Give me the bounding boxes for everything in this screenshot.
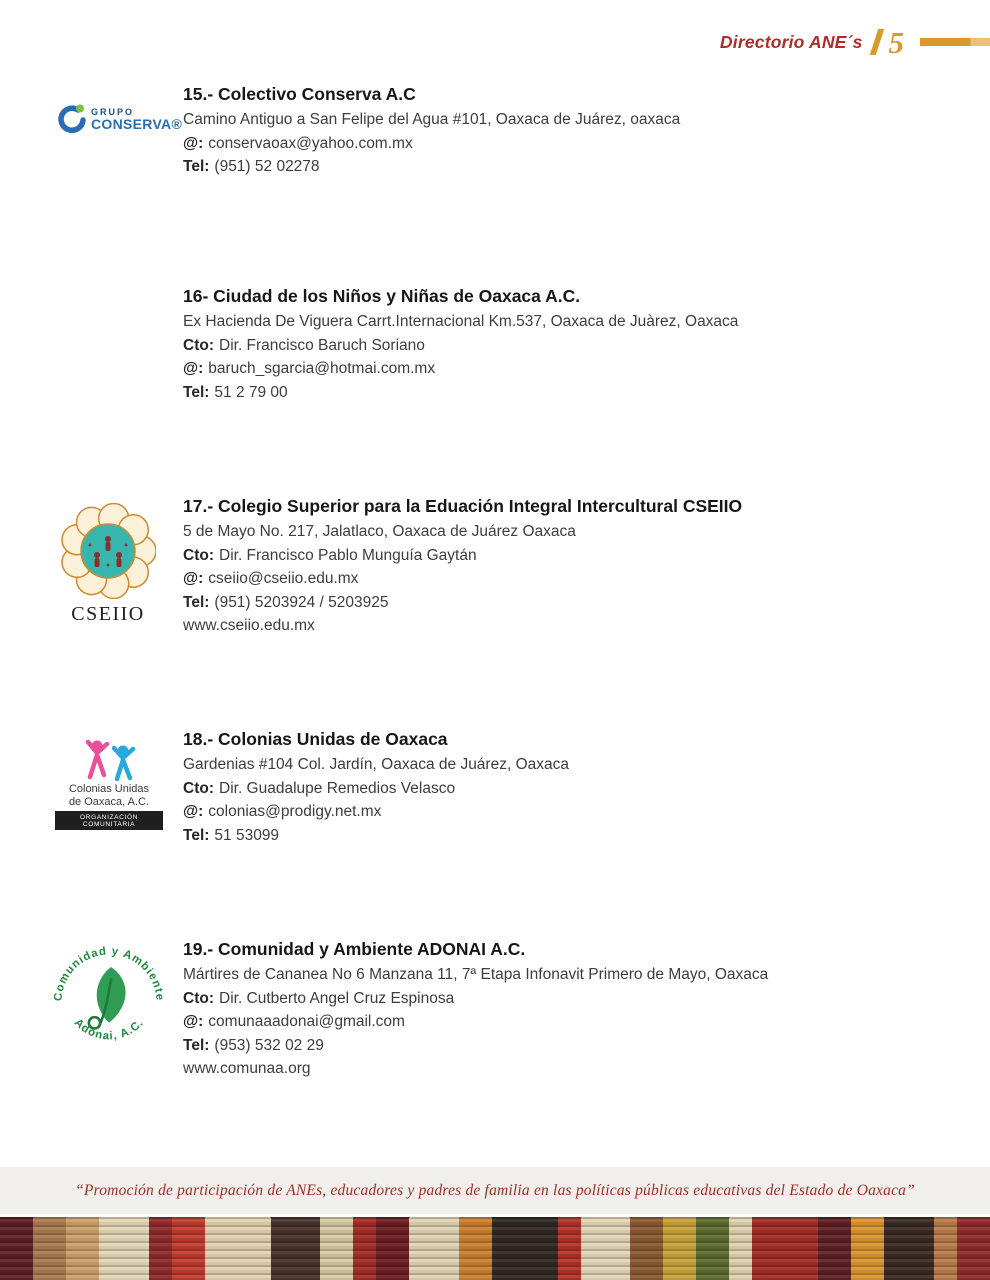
directory-entry-18 — [183, 729, 923, 847]
entry-address: 5 de Mayo No. 217, Jalatlaco, Oaxaca de Juárez Oaxaca — [183, 523, 576, 540]
directory-entry-17 — [183, 496, 923, 638]
entry-tel-line — [183, 155, 923, 179]
entry-contact-line — [183, 334, 923, 358]
conserva-swirl-icon — [57, 103, 87, 135]
tel-value: 51 53099 — [214, 826, 280, 844]
textile-stripe — [558, 1217, 581, 1280]
email-value: cseiio@cseiio.edu.mx — [208, 570, 359, 587]
header-title: Directorio ANE´s — [719, 31, 863, 52]
entry-address: Gardenias #104 Col. Jardín, Oaxaca de Juárez, Oaxaca — [183, 756, 569, 773]
footer-band — [0, 1167, 990, 1214]
entry-email-line — [183, 567, 923, 591]
textile-stripe — [0, 1217, 33, 1280]
entry-tel-line — [183, 591, 923, 615]
entry-contact-line — [183, 777, 923, 801]
colonias-wordmark — [69, 783, 149, 808]
entry-address: Camino Antiguo a San Felipe del Agua #101, Oaxaca de Juárez, oaxaca — [183, 111, 681, 128]
cseiio-logo — [58, 503, 158, 626]
email-value: conservaoax@yahoo.com.mx — [208, 134, 413, 152]
textile-stripe — [818, 1217, 851, 1280]
cto-value: Dir. Guadalupe Remedios Velasco — [219, 779, 456, 797]
header-slash-decoration — [869, 29, 883, 55]
textile-stripe — [409, 1217, 459, 1280]
textile-strip — [0, 1217, 990, 1280]
entry-website: www.cseiio.edu.mx — [183, 617, 315, 634]
textile-stripe — [271, 1217, 321, 1280]
tel-label: Tel: — [183, 383, 210, 401]
textile-stripe — [934, 1217, 957, 1280]
textile-stripe — [33, 1217, 66, 1280]
textile-stripe — [459, 1217, 492, 1280]
entry-website: www.comunaa.org — [183, 1060, 311, 1077]
textile-stripe — [320, 1217, 353, 1280]
colonias-banner-text: ORGANIZACIÓN COMUNITARIA — [55, 811, 163, 830]
cseiio-caption-text: CSEIIO — [71, 603, 145, 625]
entry-address: Ex Hacienda De Viguera Carrt.Internacional Km.537, Oaxaca de Juàrez, Oaxaca — [183, 313, 739, 330]
adonai-arc-bottom-text: Adonai, A.C. — [71, 1016, 147, 1043]
textile-stripe — [353, 1217, 376, 1280]
entry-title: 19.- Comunidad y Ambiente ADONAI A.C. — [183, 939, 526, 959]
textile-stripe — [99, 1217, 149, 1280]
adonai-circular-icon — [47, 936, 171, 1060]
email-label: @: — [183, 360, 204, 377]
entry-contact-line — [183, 544, 923, 568]
colonias-line2: de Oaxaca, A.C. — [68, 795, 150, 808]
footer-quote: “Promoción de participación de ANEs, educadores y padres de familia en las políticas públicas educativas del Estado de Oaxaca” — [75, 1181, 915, 1199]
textile-stripe — [149, 1217, 172, 1280]
conserva-name-text: CONSERVA® — [91, 115, 183, 132]
textile-stripe — [581, 1217, 631, 1280]
cto-label: Cto: — [183, 779, 214, 797]
tel-label: Tel: — [183, 1036, 210, 1054]
textile-stripe — [884, 1217, 934, 1280]
conserva-grupo-text: GRUPO — [91, 106, 135, 117]
textile-stripe — [376, 1217, 409, 1280]
page-number: 5 — [888, 24, 904, 60]
entry-email-line — [183, 1010, 923, 1034]
page-header — [720, 22, 990, 62]
cseiio-flower-icon — [60, 503, 156, 599]
entry-tel-line — [183, 824, 923, 848]
cto-label: Cto: — [183, 336, 214, 354]
colonias-figures-icon — [59, 735, 159, 781]
textile-stripe — [696, 1217, 729, 1280]
tel-value: 51 2 79 00 — [214, 383, 288, 401]
email-value: colonias@prodigy.net.mx — [208, 803, 382, 820]
grupo-conserva-logo — [57, 103, 182, 135]
header-rule-bar — [920, 38, 990, 46]
colonias-line1: Colonias Unidas — [68, 783, 150, 795]
entry-tel-line — [183, 1034, 923, 1058]
cto-value: Dir. Cutberto Angel Cruz Espinosa — [219, 989, 455, 1007]
email-label: @: — [183, 1013, 204, 1030]
entry-title: 18.- Colonias Unidas de Oaxaca — [183, 729, 448, 749]
entry-title: 17.- Colegio Superior para la Eduación Integral Intercultural CSEIIO — [183, 496, 743, 516]
entry-tel-line — [183, 381, 923, 405]
directory-entry-19 — [183, 939, 923, 1081]
entry-contact-line — [183, 987, 923, 1011]
conserva-wordmark — [91, 108, 182, 131]
email-label: @: — [183, 803, 204, 820]
directory-entry-16 — [183, 286, 923, 404]
tel-label: Tel: — [183, 826, 210, 844]
entry-email-line — [183, 357, 923, 381]
email-value: baruch_sgarcia@hotmai.com.mx — [208, 360, 436, 377]
textile-stripe — [752, 1217, 818, 1280]
cto-value: Dir. Francisco Baruch Soriano — [219, 336, 425, 354]
textile-stripe — [663, 1217, 696, 1280]
cto-value: Dir. Francisco Pablo Munguía Gaytán — [219, 546, 477, 564]
textile-stripe — [630, 1217, 663, 1280]
adonai-logo — [46, 936, 172, 1060]
textile-stripe — [851, 1217, 884, 1280]
textile-stripe — [729, 1217, 752, 1280]
cto-label: Cto: — [183, 989, 214, 1007]
tel-value: (951) 5203924 / 5203925 — [214, 593, 389, 611]
entry-email-line — [183, 800, 923, 824]
textile-stripe — [172, 1217, 205, 1280]
textile-stripe — [205, 1217, 271, 1280]
directory-entry-15 — [183, 84, 923, 179]
email-label: @: — [183, 134, 204, 152]
entry-email-line — [183, 132, 923, 156]
adonai-arc-top-text: Comunidad y Ambiente — [52, 945, 166, 1002]
entry-address: Mártires de Cananea No 6 Manzana 11, 7ª Etapa Infonavit Primero de Mayo, Oaxaca — [183, 966, 769, 983]
tel-value: (953) 532 02 29 — [214, 1036, 324, 1054]
entry-title: 15.- Colectivo Conserva A.C — [183, 84, 416, 104]
colonias-unidas-logo — [55, 735, 163, 830]
email-value: comunaaadonai@gmail.com — [208, 1013, 405, 1030]
tel-label: Tel: — [183, 593, 210, 611]
email-label: @: — [183, 570, 204, 587]
tel-label: Tel: — [183, 158, 210, 175]
textile-stripe — [492, 1217, 558, 1280]
cto-label: Cto: — [183, 546, 214, 564]
tel-value: (951) 52 02278 — [214, 158, 320, 175]
textile-stripe — [66, 1217, 99, 1280]
textile-stripe — [957, 1217, 990, 1280]
entry-title: 16- Ciudad de los Niños y Niñas de Oaxaca A.C. — [183, 286, 581, 306]
